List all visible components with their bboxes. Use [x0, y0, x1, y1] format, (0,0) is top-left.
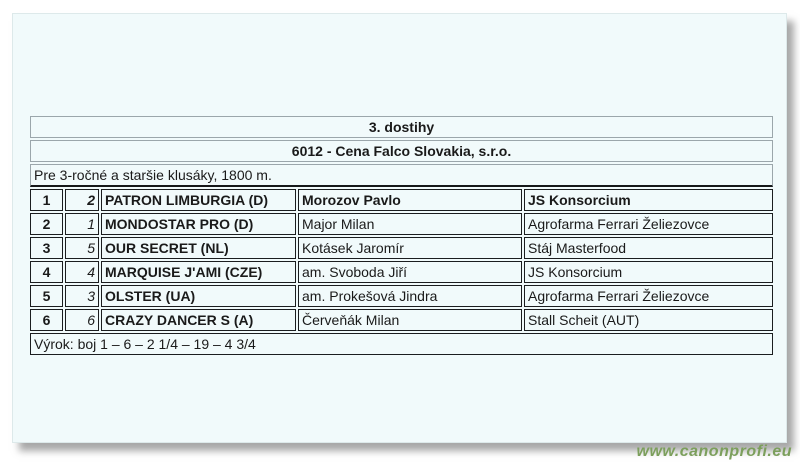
- driver-cell: am. Svoboda Jiří: [298, 261, 522, 283]
- driver-cell: Morozov Pavlo: [298, 189, 522, 211]
- owner-cell: Agrofarma Ferrari Želiezovce: [524, 213, 773, 235]
- place-cell: 4: [30, 261, 63, 283]
- place-cell: 3: [30, 237, 63, 259]
- owner-cell: JS Konsorcium: [524, 189, 773, 211]
- driver-cell: Kotásek Jaromír: [298, 237, 522, 259]
- number-cell: 3: [65, 285, 99, 307]
- result-row: [30, 285, 773, 307]
- driver-cell: Major Milan: [298, 213, 522, 235]
- owner-cell: Stall Scheit (AUT): [524, 309, 773, 331]
- race-conditions: Pre 3-ročné a staršie klusáky, 1800 m.: [30, 164, 773, 187]
- number-cell: 6: [65, 309, 99, 331]
- horse-cell: CRAZY DANCER S (A): [101, 309, 296, 331]
- race-conditions-row: [30, 164, 773, 187]
- results-sheet-page: [12, 13, 787, 443]
- result-row: [30, 309, 773, 331]
- race-results-table: [28, 114, 775, 357]
- number-cell: 4: [65, 261, 99, 283]
- place-cell: 2: [30, 213, 63, 235]
- number-cell: 2: [65, 189, 99, 211]
- verdict-row: [30, 333, 773, 355]
- race-subtitle: 6012 - Cena Falco Slovakia, s.r.o.: [30, 140, 773, 162]
- race-title-row: [30, 116, 773, 138]
- place-cell: 5: [30, 285, 63, 307]
- horse-cell: OLSTER (UA): [101, 285, 296, 307]
- number-cell: 5: [65, 237, 99, 259]
- result-row: [30, 213, 773, 235]
- driver-cell: am. Prokešová Jindra: [298, 285, 522, 307]
- horse-cell: OUR SECRET (NL): [101, 237, 296, 259]
- race-subtitle-row: [30, 140, 773, 162]
- horse-cell: MONDOSTAR PRO (D): [101, 213, 296, 235]
- owner-cell: Stáj Masterfood: [524, 237, 773, 259]
- owner-cell: JS Konsorcium: [524, 261, 773, 283]
- driver-cell: Červeňák Milan: [298, 309, 522, 331]
- place-cell: 6: [30, 309, 63, 331]
- horse-cell: PATRON LIMBURGIA (D): [101, 189, 296, 211]
- place-cell: 1: [30, 189, 63, 211]
- owner-cell: Agrofarma Ferrari Želiezovce: [524, 285, 773, 307]
- watermark-link[interactable]: www.canonprofi.eu: [636, 443, 792, 460]
- race-verdict: Výrok: boj 1 – 6 – 2 1/4 – 19 – 4 3/4: [30, 333, 773, 355]
- result-row: [30, 261, 773, 283]
- horse-cell: MARQUISE J'AMI (CZE): [101, 261, 296, 283]
- result-row: [30, 237, 773, 259]
- race-title: 3. dostihy: [30, 116, 773, 138]
- result-row: [30, 189, 773, 211]
- number-cell: 1: [65, 213, 99, 235]
